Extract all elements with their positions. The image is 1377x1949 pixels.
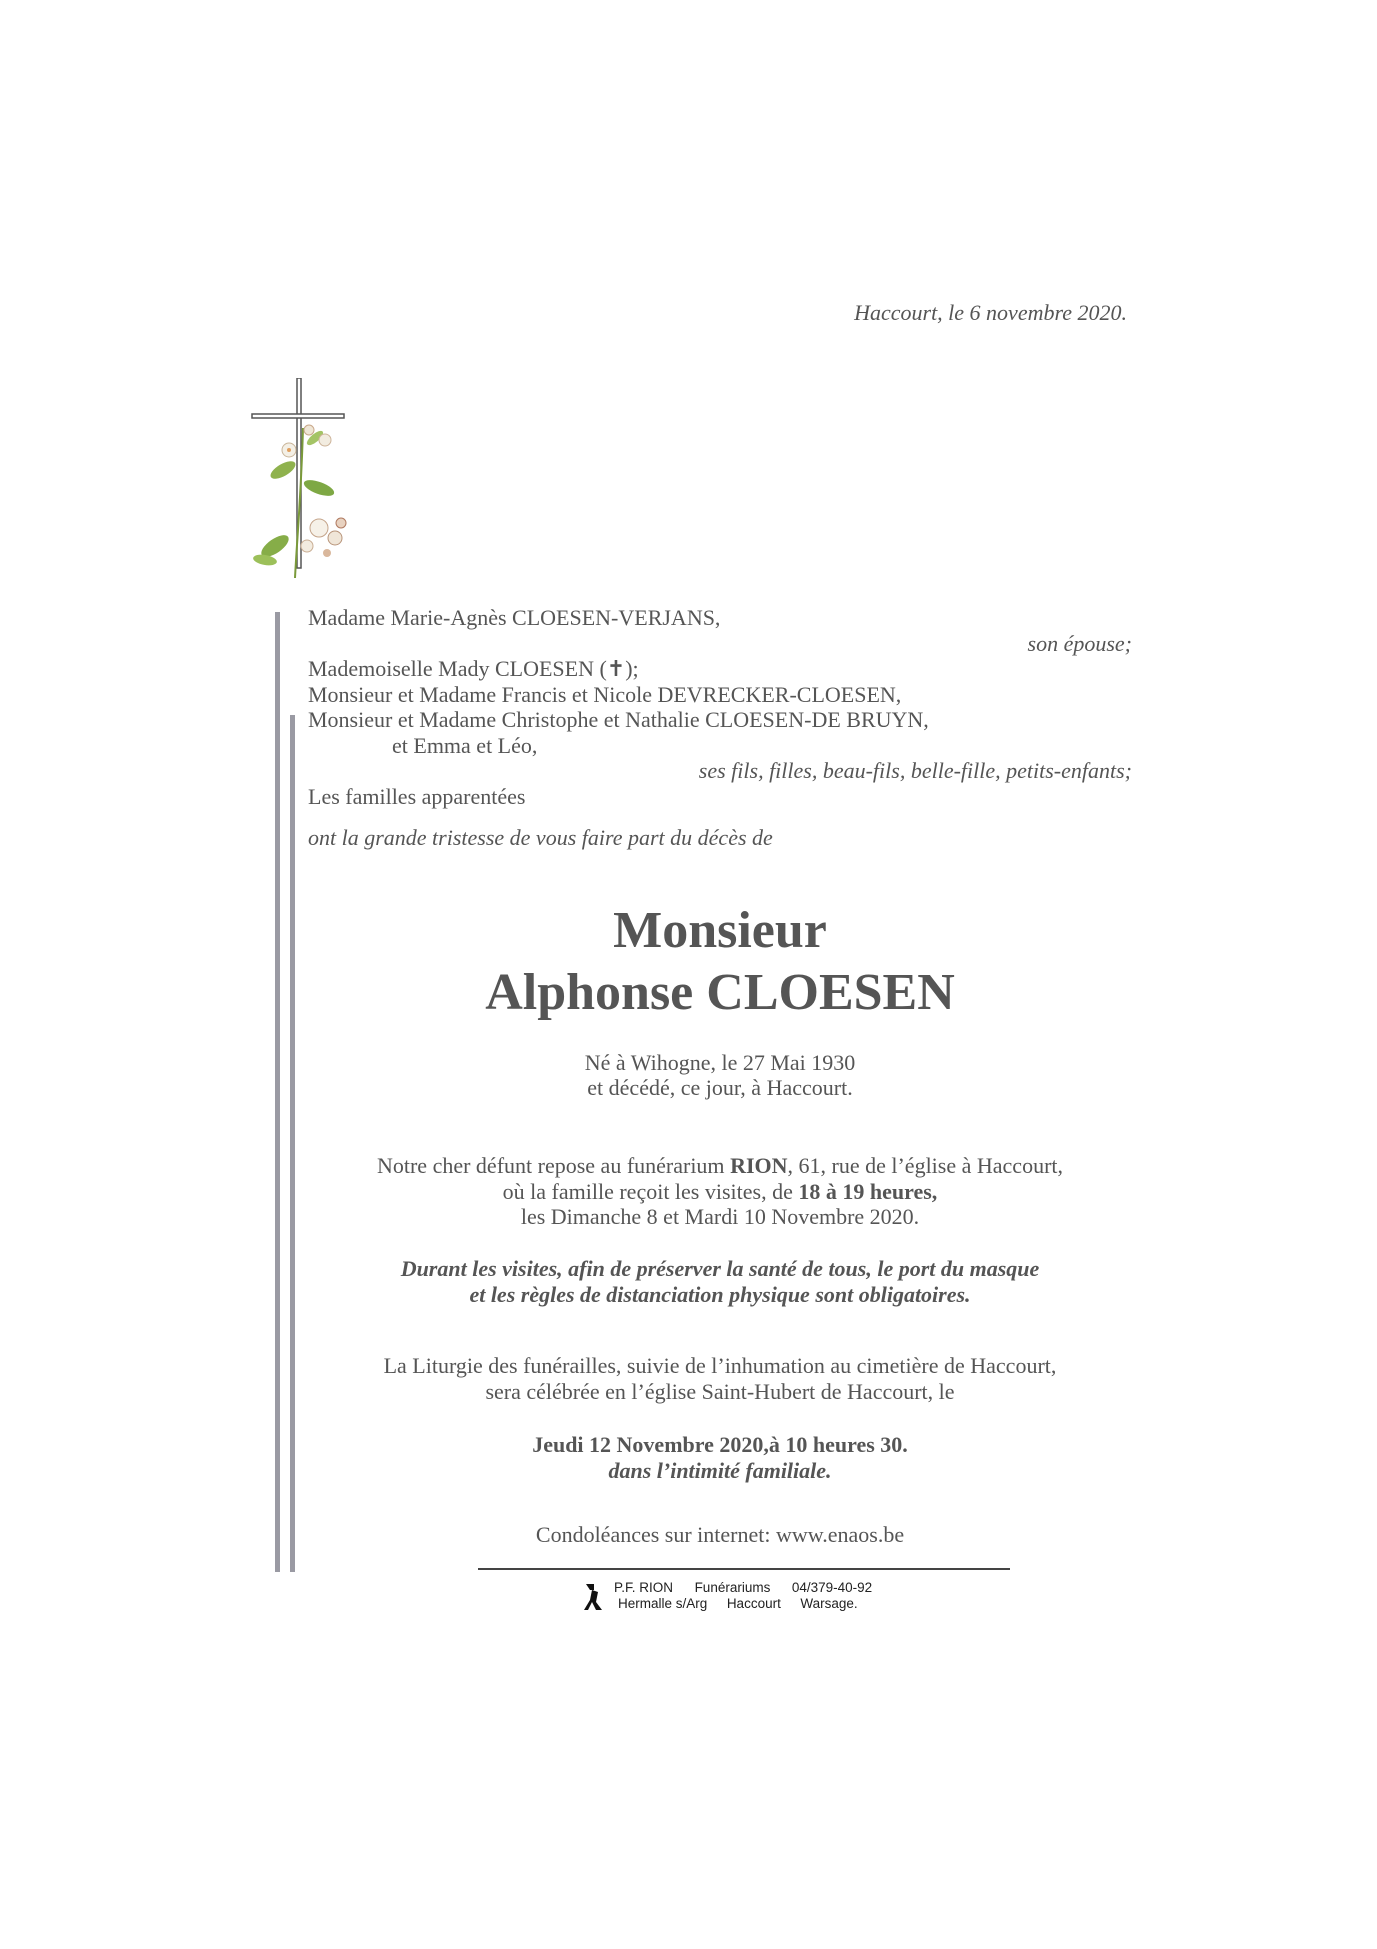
footer-location: Hermalle s/Arg [618, 1596, 708, 1611]
decorative-bar [290, 715, 295, 1572]
family-line: Monsieur et Madame Francis et Nicole DEVRECKER-CLOESEN, [308, 681, 902, 707]
birth-info [300, 1050, 1140, 1100]
visits-line-2: où la famille reçoit les visites, de 18 à 19 heures, [502, 1178, 938, 1204]
deceased-name-block [300, 900, 1140, 1024]
liturgy-line: La Liturgie des funérailles, suivie de l’inhumation au cimetière de Haccourt, [383, 1353, 1057, 1378]
family-relation: ses fils, filles, beau-fils, belle-fille, petits-enfants; [698, 758, 1132, 783]
footer-location: Haccourt [726, 1596, 781, 1611]
notice-line: Durant les visites, afin de préserver la santé de tous, le port du masque [400, 1256, 1040, 1281]
divider [478, 1568, 1010, 1570]
family-relation: son épouse; [1027, 630, 1132, 656]
funeral-home-footer [582, 1580, 872, 1612]
notice-line: et les règles de distanciation physique sont obligatoires. [469, 1282, 971, 1307]
deceased-title: Monsieur [613, 902, 827, 959]
announcement-intro: ont la grande tristesse de vous faire part du décès de [308, 825, 773, 850]
family-line: Madame Marie-Agnès CLOESEN-VERJANS, [308, 605, 721, 630]
liturgy-line: sera célébrée en l’église Saint-Hubert de Haccourt, le [485, 1378, 955, 1404]
footer-company: P.F. RION [614, 1580, 674, 1595]
footer-location: Warsage. [800, 1596, 858, 1611]
liturgy-info [300, 1353, 1140, 1404]
visits-line-3: les Dimanche 8 et Mardi 10 Novembre 2020. [520, 1204, 920, 1229]
cross-with-flowers-icon [245, 378, 375, 578]
visits-info [300, 1153, 1140, 1230]
family-line: Les familles apparentées [308, 783, 526, 809]
family-line: Mademoiselle Mady CLOESEN (✝); [308, 656, 639, 681]
covid-notice [300, 1256, 1140, 1308]
deceased-name: Alphonse CLOESEN [485, 964, 955, 1021]
visits-line-1: Notre cher défunt repose au funérarium RION, 61, rue de l’église à Haccourt, [376, 1153, 1064, 1178]
funeral-home-name: RION [730, 1153, 788, 1178]
family-list [308, 605, 1132, 851]
family-line: et Emma et Léo, [392, 732, 538, 758]
funeral-date: Jeudi 12 Novembre 2020,à 10 heures 30. [532, 1432, 908, 1457]
condolences-line: Condoléances sur internet: www.enaos.be [535, 1522, 905, 1547]
family-line: Monsieur et Madame Christophe et Nathalie CLOESEN-DE BRUYN, [308, 707, 929, 732]
birth-line: Né à Wihogne, le 27 Mai 1930 [584, 1050, 856, 1075]
funeral-date-block [300, 1432, 1140, 1484]
visit-hours: 18 à 19 heures, [798, 1178, 938, 1204]
footer-phone: 04/379-40-92 [791, 1580, 873, 1595]
funeral-note: dans l’intimité familiale. [608, 1458, 832, 1483]
death-line: et décédé, ce jour, à Haccourt. [587, 1075, 853, 1100]
place-date: Haccourt, le 6 novembre 2020. [854, 300, 1127, 325]
decorative-bar [275, 612, 280, 1572]
footer-label: Funérariums [694, 1580, 771, 1595]
